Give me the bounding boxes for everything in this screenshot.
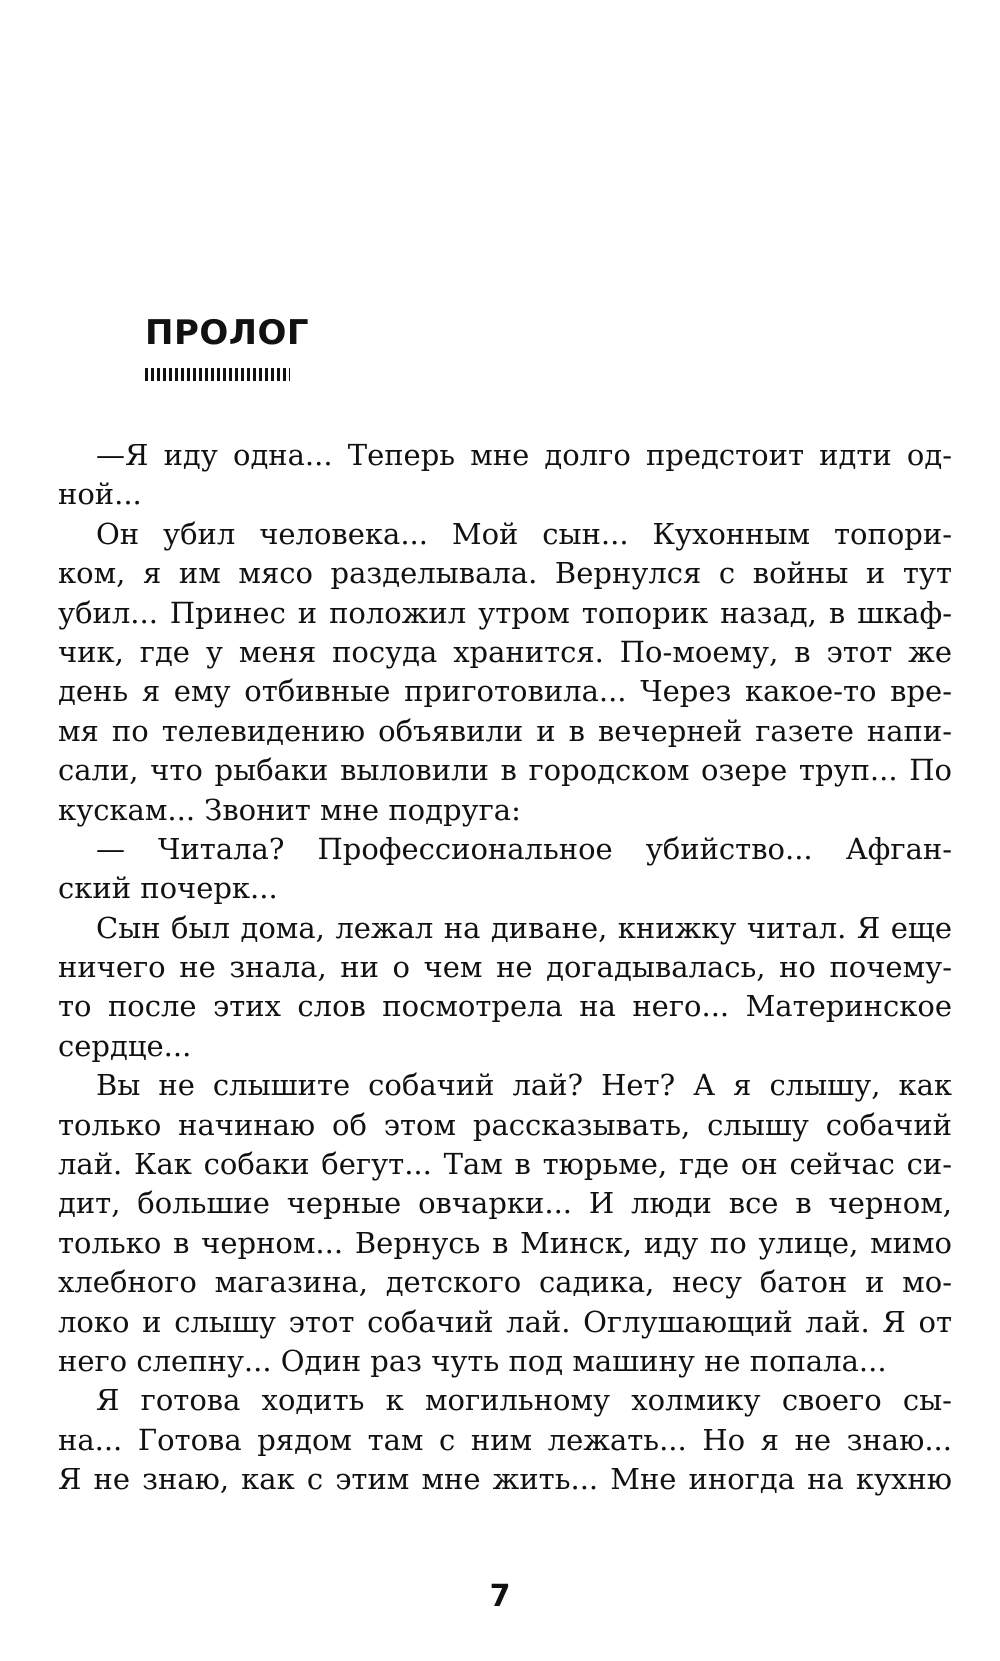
text-line: Он убил человека... Мой сын... Кухонным топори- [96, 516, 952, 551]
text-line: убил... Принес и положил утром топорик назад, в шкаф- [58, 595, 952, 630]
text-line: ский почерк... [58, 871, 278, 906]
text-line: на... Готова рядом там с ним лежать... Но я не знаю... [58, 1422, 952, 1457]
text-line: чик, где у меня посуда хранится. По-моему, в этот же [58, 634, 952, 669]
text-line: —Я иду одна... Теперь мне долго предстоит идти од- [96, 438, 952, 472]
text-line: Я готова ходить к могильному холмику своего сы- [96, 1383, 952, 1418]
text-line: ничего не знала, ни о чем не догадывалась, но почему- [58, 950, 952, 985]
chapter-heading: ПРОЛОГ [145, 313, 310, 353]
text-line: Вы не слышите собачий лай? Нет? А я слышу, как [96, 1068, 952, 1103]
heading-underline-decoration [145, 368, 290, 381]
text-line: ной... [58, 477, 142, 512]
text-line: — Читала? Профессиональное убийство... Афган- [96, 831, 952, 866]
text-line: дит, большие черные овчарки... И люди все в черном, [58, 1186, 952, 1221]
text-line: локо и слышу этот собачий лай. Оглушающий лай. Я от [58, 1304, 952, 1339]
text-line: сали, что рыбаки выловили в городском озере труп... По [58, 753, 952, 788]
text-line: Сын был дома, лежал на диване, книжку читал. Я еще [96, 910, 952, 945]
page-number: 7 [489, 1579, 511, 1614]
text-line: Я не знаю, как с этим мне жить... Мне иногда на кухню [58, 1462, 952, 1497]
text-line: то после этих слов посмотрела на него... Материнское [58, 989, 952, 1024]
text-line: ком, я им мясо разделывала. Вернулся с войны и тут [58, 556, 952, 591]
text-line: только начинаю об этом рассказывать, слышу собачий [58, 1107, 952, 1142]
text-line: день я ему отбивные приготовила... Через какое-то вре- [58, 674, 952, 709]
text-line: сердце... [58, 1028, 192, 1063]
body-text [58, 436, 952, 1500]
text-line: лай. Как собаки бегут... Там в тюрьме, где он сейчас си- [58, 1147, 952, 1182]
text-line: только в черном... Вернусь в Минск, иду по улице, мимо [58, 1225, 952, 1260]
text-line: него слепну... Один раз чуть под машину не попала... [58, 1343, 887, 1378]
text-line: мя по телевидению объявили и в вечерней газете напи- [58, 713, 952, 748]
text-line: кускам... Звонит мне подруга: [58, 792, 521, 827]
text-line: хлебного магазина, детского садика, несу батон и мо- [58, 1265, 952, 1300]
